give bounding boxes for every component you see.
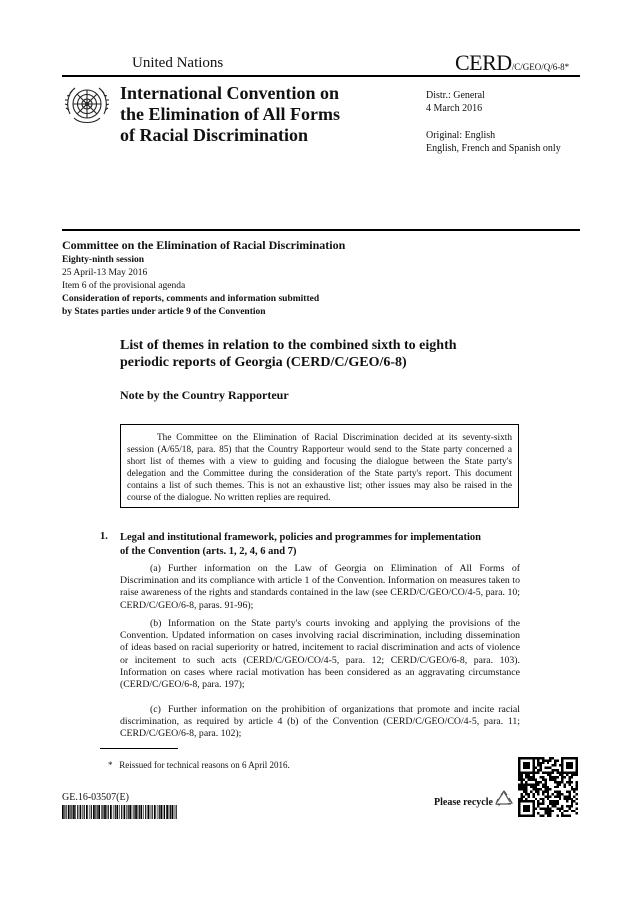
convention-title-line-2: the Elimination of All Forms	[120, 104, 340, 124]
issue-date: 4 March 2016	[426, 103, 483, 114]
footnote-rule	[100, 748, 178, 749]
summary-text: The Committee on the Elimination of Racial Discrimination decided at its seventy-sixth session (A/65/18, para. 85) that the Country Rapporteur would send to the State party concerned a short list of themes with a view to guiding and focusing the dialogue between the State party's delegation and the Committee during the consideration of the State party's report. This document contains a list of such themes. This is not an exhaustive list; other issues may also be raised in the course of the dialogue. No written replies are required.	[127, 433, 512, 503]
barcode-icon	[62, 805, 177, 819]
document-title-line-1: List of themes in relation to the combined sixth to eighth	[120, 338, 457, 353]
summary-box	[120, 424, 519, 508]
convention-title-line-1: International Convention on	[120, 83, 340, 103]
session: Eighty-ninth session	[62, 255, 145, 265]
qr-code-icon	[518, 757, 578, 817]
recycle-icon	[493, 789, 515, 811]
session-dates: 25 April-13 May 2016	[62, 268, 148, 278]
section-number: 1.	[100, 531, 108, 542]
document-title	[120, 337, 520, 371]
languages: English, French and Spanish only	[426, 143, 561, 154]
header-rule	[62, 75, 580, 77]
section-rule	[62, 229, 580, 231]
paragraph-label: (a)	[150, 563, 161, 574]
paragraph-c	[120, 704, 520, 741]
convention-title	[120, 83, 400, 146]
agenda-title-line-1: Consideration of reports, comments and information submitted	[62, 294, 320, 304]
agenda-item: Item 6 of the provisional agenda	[62, 281, 186, 291]
job-number: GE.16-03507(E)	[62, 792, 129, 803]
paragraph-label: (c)	[150, 704, 161, 715]
symbol-main: CERD	[455, 50, 512, 75]
organization-name: United Nations	[132, 55, 224, 71]
agenda-title-line-2: by States parties under article 9 of the Convention	[62, 307, 266, 317]
symbol-suffix: /C/GEO/Q/6-8*	[511, 62, 570, 72]
original-language: Original: English	[426, 130, 496, 141]
un-emblem-icon	[62, 80, 112, 130]
document-title-line-2: periodic reports of Georgia (CERD/C/GEO/6-8)	[120, 355, 407, 370]
paragraph-text: Further information on the Law of Georgia on Elimination of All Forms of Discrimination and its compliance with article 1 of the Convention. Information on measures taken to raise awareness of the rights and standards contained in the law (see CERD/C/GEO/CO/4-5, para. 10; CERD/C/GEO/6-8, paras. 91-96);	[120, 563, 520, 611]
recycle-label: Please recycle	[434, 797, 493, 808]
paragraph-b	[120, 618, 520, 691]
document-symbol	[455, 50, 569, 76]
convention-title-line-3: of Racial Discrimination	[120, 125, 308, 145]
paragraph-a	[120, 563, 520, 612]
footnote	[108, 760, 290, 770]
footnote-marker: *	[108, 760, 113, 770]
paragraph-text: Information on the State party's courts invoking and applying the provisions of the Convention. Updated information on cases involving racial discrimination, including dissemination of ideas based on racial superiority or hatred, incitement to racial discrimination and acts of violence or incitement to such acts (CERD/C/GEO/CO/4-5, para. 12; CERD/C/GEO/6-8, para. 103). Information on cases where racial motivation has been considered as an aggravating circumstance (CERD/C/GEO/6-8, para. 197);	[120, 618, 520, 691]
section-heading-line-1: Legal and institutional framework, policies and programmes for implementation	[120, 532, 481, 543]
section-heading	[120, 531, 520, 559]
paragraph-text: Further information on the prohibition of organizations that promote and incite racial discrimination, as required by article 4 (b) of the Convention (CERD/C/GEO/CO/4-5, para. 11; CERD/C/GEO/6-8, para. 102);	[120, 704, 520, 740]
footnote-text: Reissued for technical reasons on 6 April 2016.	[119, 760, 290, 770]
committee-name: Committee on the Elimination of Racial Discrimination	[62, 238, 346, 252]
distribution: Distr.: General	[426, 90, 485, 101]
paragraph-label: (b)	[150, 618, 162, 629]
note-heading: Note by the Country Rapporteur	[120, 388, 289, 402]
section-heading-line-2: of the Convention (arts. 1, 2, 4, 6 and 7)	[120, 546, 297, 557]
